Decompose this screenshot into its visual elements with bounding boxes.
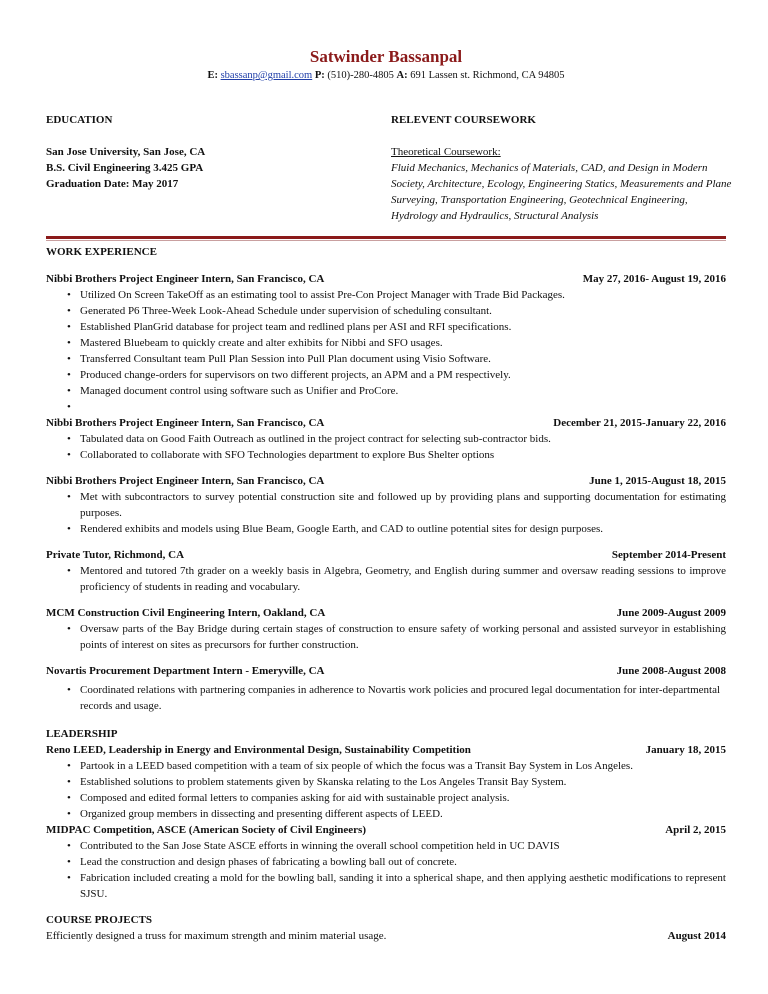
job-date: December 21, 2015-January 22, 2016	[553, 417, 726, 429]
job-date: June 1, 2015-August 18, 2015	[589, 475, 726, 487]
list-item: • Rendered exhibits and models using Blue Beam, Google Earth, and CAD to outline potential sites for design purposes.	[80, 521, 726, 537]
coursework-list: Fluid Mechanics, Mechanics of Materials, CAD, and Design in Modern Society, Architecture, Ecology, Engineering Statics, Measurements and Plane Surveying, Transportation Engineering, Geotechnical Engineering, Hydrology and Hydraulics, Structural Analysis	[391, 162, 732, 222]
job-entry	[46, 605, 726, 653]
project-date: August 2014	[667, 930, 726, 942]
job-date: June 2009-August 2009	[616, 607, 726, 619]
job-entry	[46, 415, 726, 463]
leadership-section	[46, 726, 726, 902]
section-divider	[46, 236, 726, 239]
leadership-heading: LEADERSHIP	[46, 728, 118, 740]
list-item: • Established PlanGrid database for project team and redlined plans per ASI and RFI specifications.	[80, 319, 726, 335]
address-label: A:	[396, 70, 408, 81]
list-item: • Transferred Consultant team Pull Plan Session into Pull Plan document using Visio Software.	[80, 351, 726, 367]
job-entry	[46, 663, 726, 714]
list-item: • Generated P6 Three-Week Look-Ahead Schedule under supervision of scheduling consultant.	[80, 303, 726, 319]
list-item: • Met with subcontractors to survey potential construction site and followed up by providing plans and supporting documentation for estimating purposes.	[80, 489, 726, 521]
coursework-section	[391, 112, 736, 224]
list-item: • Established solutions to problem statements given by Skanska relating to the Los Angeles Transit Bay System.	[80, 774, 726, 790]
work-heading: WORK EXPERIENCE	[46, 246, 157, 258]
leadership-date: January 18, 2015	[645, 744, 726, 756]
job-entry	[46, 473, 726, 537]
project-text: Efficiently designed a truss for maximum strength and minim material usage.	[46, 930, 387, 942]
graduation: Graduation Date: May 2017	[46, 178, 179, 190]
education-section	[46, 112, 376, 192]
list-item: • Utilized On Screen TakeOff as an estimating tool to assist Pre-Con Project Manager with Trade Bid Packages.	[80, 287, 726, 303]
job-title: Nibbi Brothers Project Engineer Intern, San Francisco, CA	[46, 273, 325, 285]
job-title: Private Tutor, Richmond, CA	[46, 549, 185, 561]
job-title: Novartis Procurement Department Intern - Emeryville, CA	[46, 665, 325, 677]
email-link[interactable]: sbassanp@gmail.com	[220, 70, 313, 81]
job-title: MCM Construction Civil Engineering Intern, Oakland, CA	[46, 607, 326, 619]
contact-line	[46, 68, 726, 83]
list-item: • Fabrication included creating a mold for the bowling ball, sanding it into a spherical shape, and then applying aesthetic modifications to represent SJSU.	[80, 870, 726, 902]
list-item-empty	[80, 399, 726, 415]
leadership-title: MIDPAC Competition, ASCE (American Society of Civil Engineers)	[46, 824, 366, 836]
job-date: September 2014-Present	[611, 549, 726, 561]
education-heading: EDUCATION	[46, 114, 113, 126]
resume-page	[46, 0, 732, 228]
course-projects-section	[46, 912, 726, 944]
phone-label: P:	[314, 70, 325, 81]
phone-number: (510)-280-4805	[327, 70, 394, 81]
job-entry	[46, 271, 726, 415]
coursework-subtitle: Theoretical Coursework:	[391, 146, 501, 158]
job-date: May 27, 2016- August 19, 2016	[582, 273, 726, 285]
list-item: • Mastered Bluebeam to quickly create and alter exhibits for Nibbi and SFO usages.	[80, 335, 726, 351]
school: San Jose University, San Jose, CA	[46, 146, 206, 158]
job-title: Nibbi Brothers Project Engineer Intern, San Francisco, CA	[46, 417, 325, 429]
list-item: • Mentored and tutored 7th grader on a weekly basis in Algebra, Geometry, and English during summer and oversaw reading sessions to improve proficiency of students in reading and vocabulary.	[80, 563, 726, 595]
applicant-name: Satwinder Bassanpal	[309, 47, 463, 66]
email-label: E:	[207, 70, 218, 81]
list-item: • Contributed to the San Jose State ASCE efforts in winning the overall school competition held in UC DAVIS	[80, 838, 726, 854]
list-item: • Oversaw parts of the Bay Bridge during certain stages of construction to ensure safety of working personal and assisted surveyor in establishing points of interest on sites as precursors for further construction.	[80, 621, 726, 653]
list-item: • Managed document control using software such as Unifier and ProCore.	[80, 383, 726, 399]
education-coursework-block	[46, 112, 732, 228]
list-item: • Composed and edited formal letters to companies asking for aid with sustainable project analysis.	[80, 790, 726, 806]
leadership-date: April 2, 2015	[665, 824, 726, 836]
list-item: • Coordinated relations with partnering companies in adherence to Novartis work policies and procured legal documentation for inter-departmental records and usage.	[80, 682, 726, 714]
list-item: • Produced change-orders for supervisors on two different projects, an APM and a PM respectively.	[80, 367, 726, 383]
leadership-title: Reno LEED, Leadership in Energy and Environmental Design, Sustainability Competition	[46, 744, 471, 756]
list-item: • Collaborated to collaborate with SFO Technologies department to explore Bus Shelter options	[80, 447, 726, 463]
list-item: • Organized group members in dissecting and presenting different aspects of LEED.	[80, 806, 726, 822]
job-entry	[46, 547, 726, 595]
list-item: • Lead the construction and design phases of fabricating a bowling ball out of concrete.	[80, 854, 726, 870]
work-experience-section	[46, 244, 726, 944]
job-date: June 2008-August 2008	[616, 665, 726, 677]
section-divider-shadow	[46, 240, 726, 241]
coursework-heading: RELEVENT COURSEWORK	[391, 114, 536, 126]
list-item: • Partook in a LEED based competition with a team of six people of which the focus was a Transit Bay System in Los Angeles.	[80, 758, 726, 774]
job-title: Nibbi Brothers Project Engineer Intern, San Francisco, CA	[46, 475, 325, 487]
degree: B.S. Civil Engineering 3.425 GPA	[46, 162, 204, 174]
list-item: • Tabulated data on Good Faith Outreach as outlined in the project contract for selecting sub-contractor bids.	[80, 431, 726, 447]
address: 691 Lassen st. Richmond, CA 94805	[410, 70, 565, 81]
projects-heading: COURSE PROJECTS	[46, 914, 153, 926]
